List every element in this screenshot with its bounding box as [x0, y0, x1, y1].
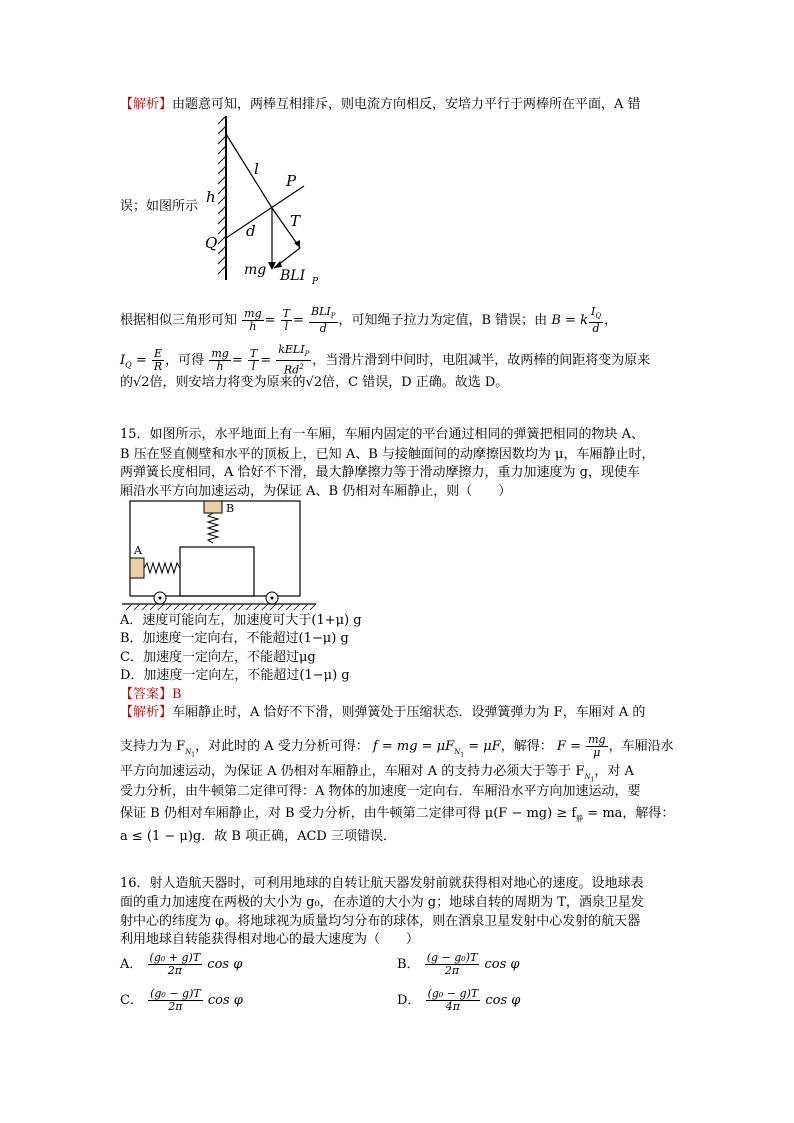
- platform: [180, 547, 254, 596]
- label-BLI: BLI: [280, 268, 306, 284]
- q15-a2-mid: ，对此时的 A 受力分析可得：: [195, 739, 369, 754]
- rope-line: [226, 134, 272, 208]
- label-mg: mg: [244, 262, 267, 278]
- q15-analysis-line4: 受力分析，由牛顿第二定律可得：A 物体的加速度一定向右．车厢沿水平方向加速运动，要: [120, 784, 641, 799]
- q16-d-frac: $\frac{\text{(g₀ − g)T}}{4\pi}$: [427, 987, 479, 1013]
- q16-b-frac: $\frac{\text{(g − g₀)T}}{2\pi}$: [426, 951, 478, 977]
- q15-answer: 【答案】B: [120, 687, 182, 702]
- q15-a2-eq2: = μF: [464, 739, 501, 754]
- q16-a-tail: cos φ: [207, 957, 243, 972]
- block-B: [204, 501, 222, 513]
- q14-analysis-line2: 误；如图所示: [120, 199, 199, 214]
- label-A: A: [134, 544, 142, 557]
- q16-a-frac: $\frac{\text{(g₀ + g)T}}{2\pi}$: [149, 951, 201, 977]
- label-Q: Q: [205, 234, 218, 252]
- label-B: B: [226, 502, 235, 515]
- q16-d-tail: cos φ: [485, 993, 521, 1008]
- q14-analysis-line3: 根据相似三角形可知 $\frac{mg}{h}$ = $\frac{T}{l}$ = $\frac{BLI_P}{d}$ ，可知绳子拉力为定值，B 错误；由 B = k $\frac{I_Q}{d}$ ，: [120, 305, 618, 336]
- q15-stem-line1: 15．如图所示，水平地面上有一车厢，车厢内固定的平台通过相同的弹簧把相同的物块 A、: [120, 427, 645, 442]
- frac-kELI-Rd2: $\frac{kELI_P}{Rd^2}$: [278, 343, 310, 377]
- q15-a3: 平方向加速运动，为保证 A 仍相对车厢静止，车厢对 A 的支持力必须大于等于 F: [120, 764, 585, 779]
- q16-stem-line3: 射中心的纬度为 φ。将地球视为质量均匀分布的球体，则在酒泉卫星发射中心发射的航天器: [120, 914, 641, 929]
- line4-text-a: ，可得: [165, 352, 205, 368]
- q16-stem-line4: 利用地球自转能获得相对地心的最大速度为（ ）: [120, 932, 420, 947]
- q15-analysis-line6: a ≤ (1 − μ)g．故 B 项正确，ACD 三项错误．: [120, 829, 396, 844]
- q16-option-b: [397, 952, 519, 977]
- q16-c-tail: cos φ: [207, 993, 243, 1008]
- q15-a5: 保证 B 仍相对车厢静止，对 B 受力分析，由牛顿第二定律可得 μ(F − mg) ≥ f: [120, 806, 577, 821]
- line3-text-b: ，可知绳子拉力为定值，B 错误；由: [338, 313, 548, 329]
- q16-c-frac: $\frac{\text{(g₀ − g)T}}{2\pi}$: [150, 987, 201, 1013]
- q15-a2-pre: 支持力为 F: [120, 739, 186, 754]
- label-d: d: [246, 222, 256, 240]
- frac-T-l: $\frac{T}{l}$: [282, 307, 291, 334]
- q15-analysis-text-1: 车厢静止时，A 恰好不下滑，则弹簧处于压缩状态．设弹簧弹力为 F，车厢对 A 的: [172, 705, 646, 720]
- q15-a2-post: ，解得：: [500, 739, 553, 754]
- q15-stem-line4: 厢沿水平方向加速运动，为保证 A、B 仍相对车厢静止，则（ ）: [120, 484, 512, 499]
- wall-hatch: [218, 116, 226, 274]
- q16-stem-line1: 16．射人造航天器时，可利用地球的自转让航天器发射前就获得相对地心的速度。设地球表: [120, 876, 644, 891]
- mg-arrowhead: [268, 262, 276, 270]
- q16-b-label: B．: [397, 957, 420, 972]
- q15-stem-line2: B 压在竖直侧壁和水平的顶板上，已知 A、B 与接触面间的动摩擦因数均为 μ，车厢静止时，: [120, 447, 655, 462]
- q14-analysis-line4: $I_Q$ = $\frac{E}{R}$ ，可得 $\frac{mg}{h}$ = $\frac{T}{l}$ = $\frac{kELI_P}{Rd^2}$ ，当滑片滑到中间时，电阻减半，故两棒的间距将变为原来: [120, 343, 651, 377]
- q15-a2-eq: f = mg = μF: [372, 739, 455, 754]
- line4-text-b: ，当滑片滑到中间时，电阻减半，故两棒的间距将变为原来: [312, 352, 651, 368]
- q16-option-c: [120, 988, 243, 1013]
- q16-d-label: D．: [397, 993, 421, 1008]
- q15-a3-tail: ，对 A: [594, 764, 634, 779]
- analysis-label: 【解析】: [120, 97, 173, 112]
- block-A: [130, 558, 144, 578]
- q15-carriage-diagram: [120, 498, 320, 612]
- q15-option-b: B．加速度一定向右，不能超过(1−μ) g: [120, 631, 349, 646]
- frac-mg-h: $\frac{mg}{h}$: [244, 307, 262, 334]
- q16-option-d: [397, 988, 520, 1013]
- carriage-body: [130, 501, 300, 596]
- frac-mg-mu: $\frac{mg}{\mu}$: [588, 733, 606, 759]
- q14-force-diagram: [196, 112, 336, 292]
- q15-a5-tail: = ma，解得：: [583, 806, 675, 821]
- q16-stem-line2: 面的重力加速度在两极的大小为 g₀，在赤道的大小为 g；地球自转的周期为 T，酒泉卫星发: [120, 895, 644, 910]
- q14-analysis-text-1: 由题意可知，两棒互相排斥，则电流方向相反，安培力平行于两棒所在平面，A 错: [172, 97, 641, 112]
- q16-c-label: C．: [120, 993, 143, 1008]
- wheel-left-hub: [159, 597, 162, 600]
- spring-horizontal: [144, 563, 180, 573]
- frac-IQ-d: $\frac{I_Q}{d}$: [590, 305, 602, 336]
- q16-option-a: [120, 952, 242, 977]
- frac-T-l-2: $\frac{T}{l}$: [249, 346, 258, 373]
- q14-analysis-line5: 的√2倍，则安培力将变为原来的√2倍，C 错误，D 正确。故选 D。: [120, 375, 509, 390]
- label-l: l: [254, 160, 259, 178]
- frac-E-R: $\frac{E}{R}$: [153, 346, 163, 373]
- spring-vertical: [208, 513, 218, 543]
- frac-BLI-d: $\frac{BLI_P}{d}$: [311, 305, 336, 336]
- q15-analysis-line2: 支持力为 $F_{N_1}$，对此时的 A 受力分析可得： f = mg = $\mu F_{N_1} = \mu F$，解得： F = $\frac{mg}{\mu}$ ，车厢沿水: [120, 733, 674, 759]
- frac-mg-h-2: $\frac{mg}{h}$: [211, 346, 229, 373]
- q15-a2-tail: ，车厢沿水: [608, 739, 674, 754]
- q15-option-d: D．加速度一定向左，不能超过(1−μ) g: [120, 668, 350, 683]
- label-P: P: [286, 172, 297, 190]
- q15-analysis-line5: 保证 B 仍相对车厢静止，对 B 受力分析，由牛顿第二定律可得 $\mu(F - mg) \ge f_静$ = ma，解得：: [120, 806, 675, 823]
- label-BLI-sub: P: [312, 277, 319, 287]
- q15-option-a: A．速度可能向左，加速度可大于(1+μ) g: [120, 613, 362, 628]
- line3-text-a: 根据相似三角形可知: [120, 313, 238, 329]
- label-T: T: [290, 212, 301, 230]
- wheel-right-hub: [271, 597, 274, 600]
- q15-option-c: C．加速度一定向左，不能超过μg: [120, 650, 316, 665]
- q15-analysis-line1: [120, 704, 645, 722]
- q16-b-tail: cos φ: [484, 957, 520, 972]
- q15-analysis-line3: 平方向加速运动，为保证 A 仍相对车厢静止，车厢对 A 的支持力必须大于等于 $F_{N_1}$，对 A: [120, 764, 634, 783]
- q16-a-label: A．: [120, 957, 143, 972]
- analysis-label: 【解析】: [120, 705, 173, 720]
- ground-hatch: [126, 604, 316, 610]
- label-h: h: [206, 188, 216, 206]
- q15-stem-line3: 两弹簧长度相同，A 恰好不下滑，最大静摩擦力等于滑动摩擦力，重力加速度为 g，现使车: [120, 465, 640, 480]
